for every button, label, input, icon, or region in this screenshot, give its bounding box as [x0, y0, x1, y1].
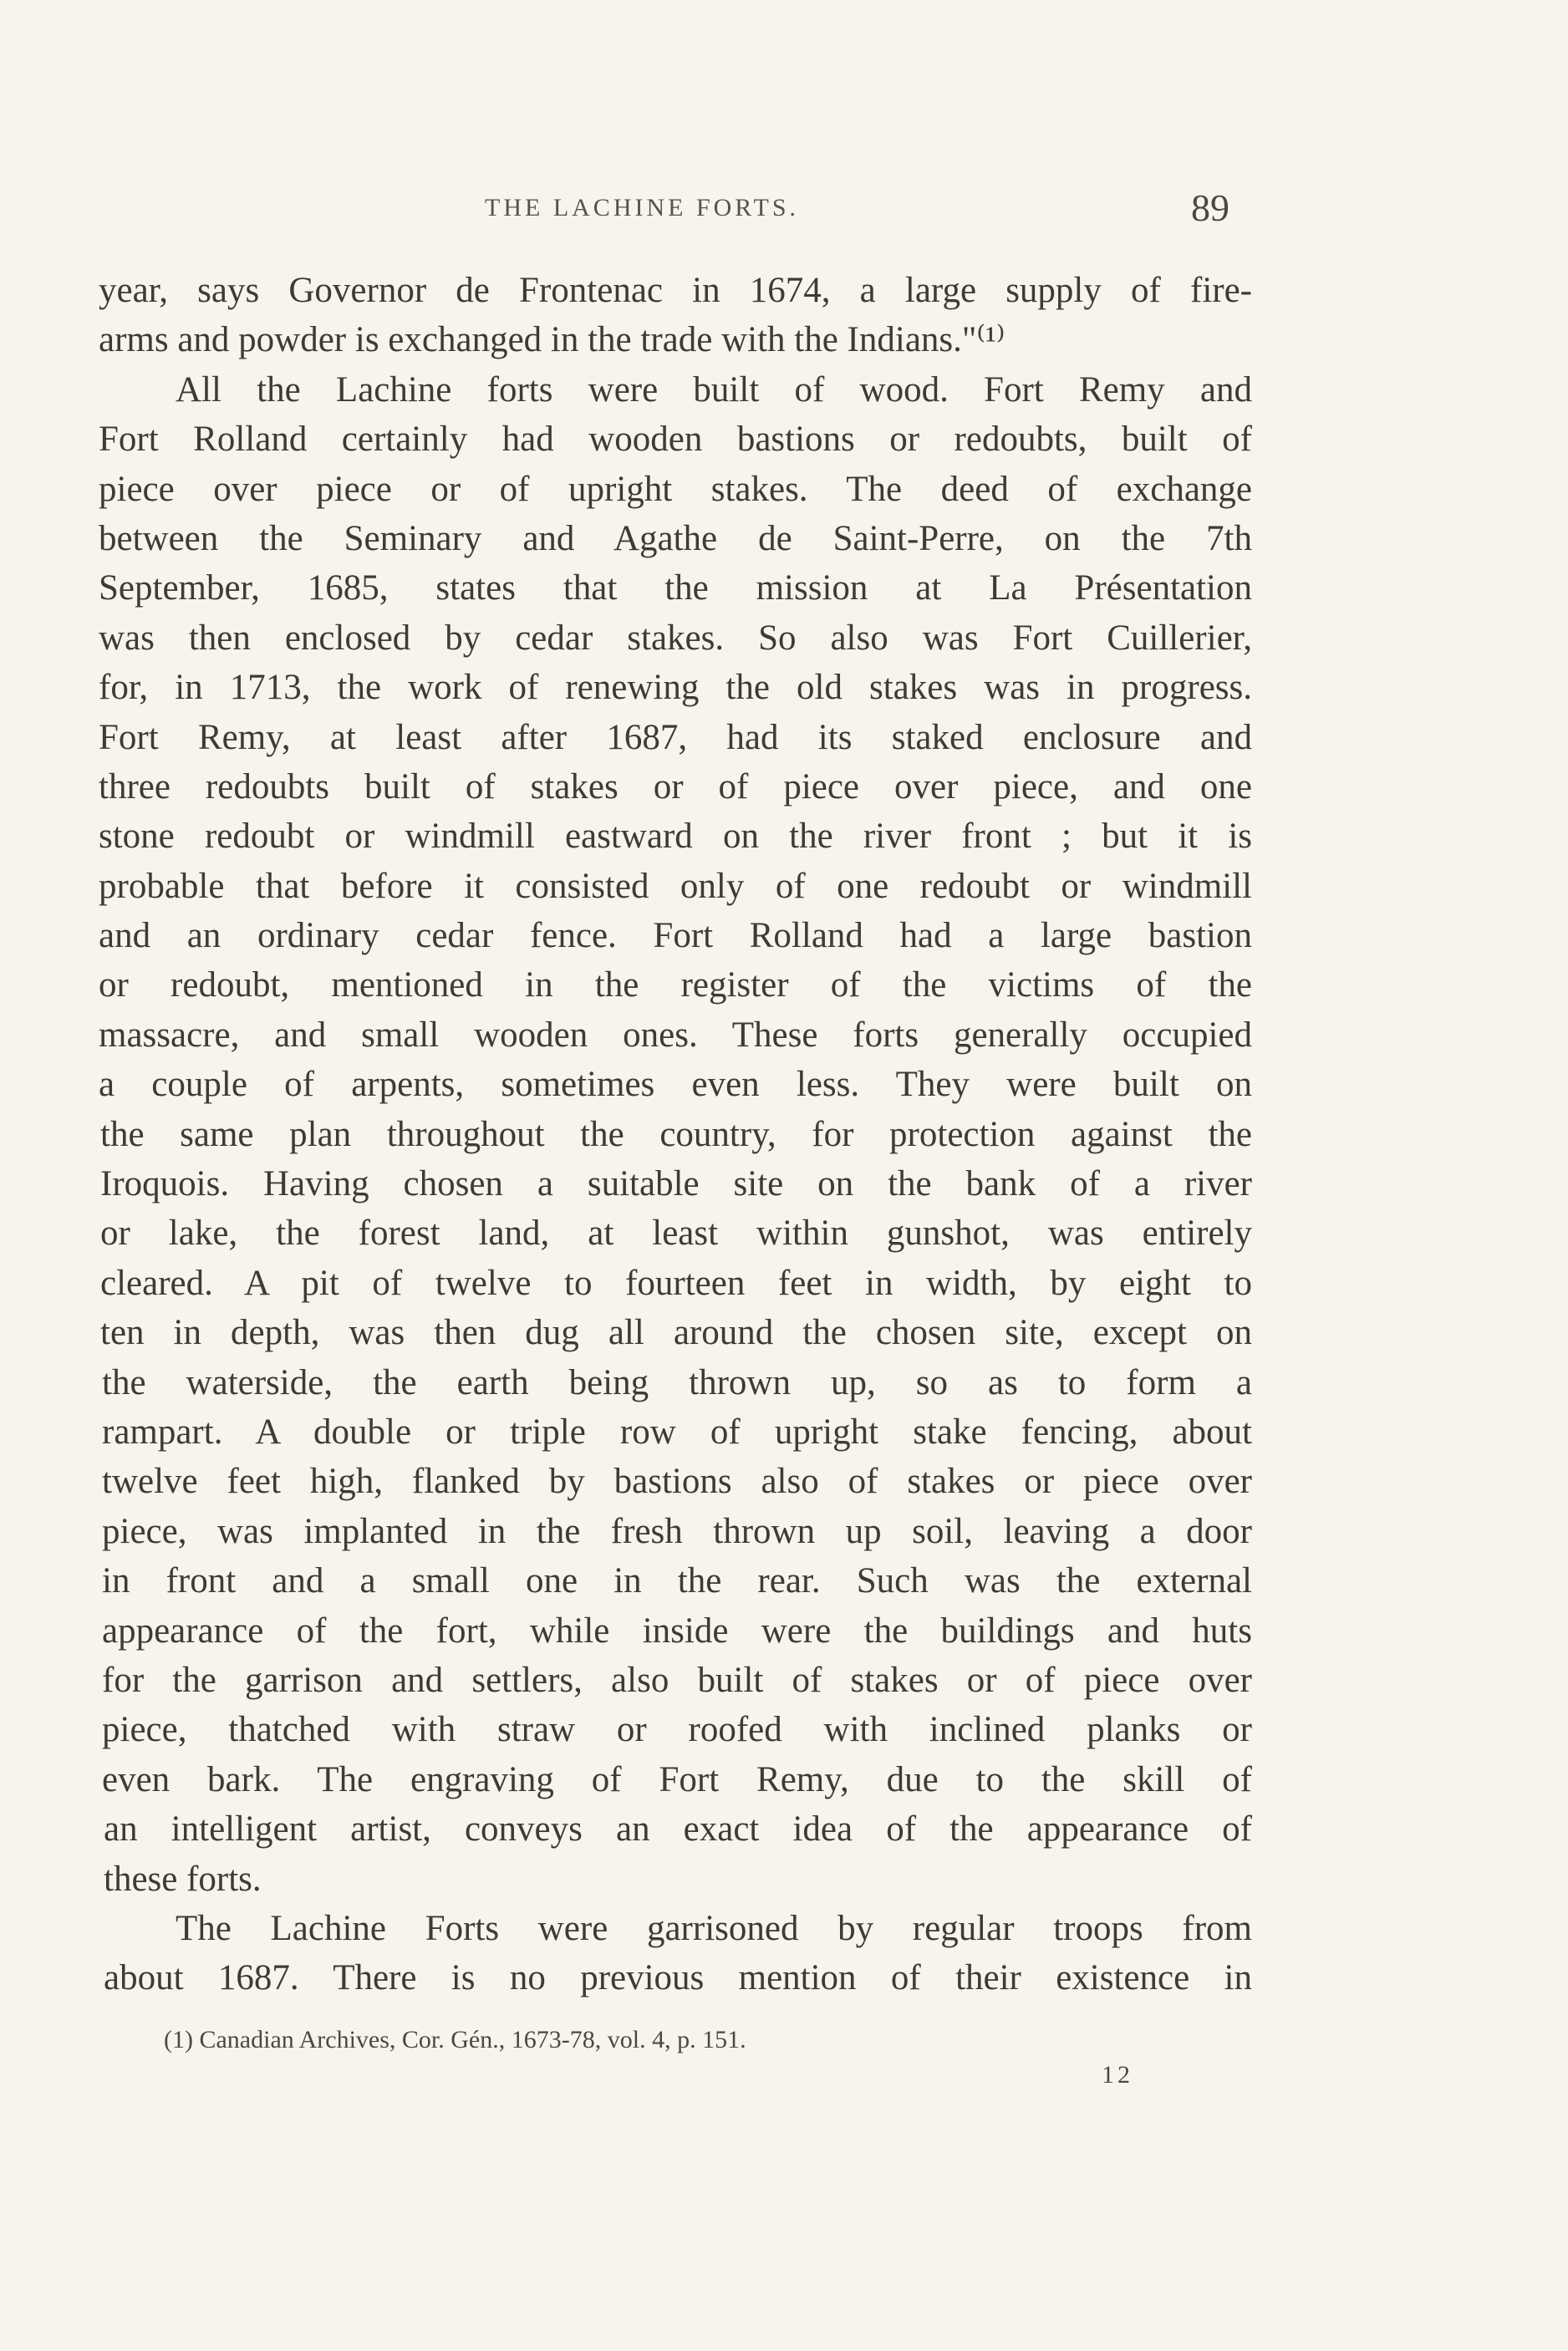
text-line: All the Lachine forts were built of wood. Fort Remy and	[176, 369, 1252, 410]
text-line: year, says Governor de Frontenac in 1674, a large supply of fire-	[99, 271, 1252, 310]
text-line: and an ordinary cedar fence. Fort Rolland had a large bastion	[99, 916, 1252, 956]
text-line: or redoubt, mentioned in the register of the victims of the	[99, 965, 1252, 1005]
text-line: an intelligent artist, conveys an exact idea of the appearance of	[104, 1809, 1252, 1850]
text-line: the waterside, the earth being thrown up, so as to form a	[102, 1362, 1252, 1402]
text-line: or lake, the forest land, at least within gunshot, was entirely	[100, 1214, 1252, 1254]
text-line: massacre, and small wooden ones. These forts generally occupied	[99, 1015, 1252, 1055]
text-line: for the garrison and settlers, also built of stakes or of piece over	[102, 1660, 1252, 1700]
text-line: Fort Rolland certainly had wooden bastions or redoubts, built of	[99, 420, 1252, 460]
text-line: rampart. A double or triple row of upright stake fencing, about	[102, 1412, 1252, 1452]
text-line: probable that before it consisted only of one redoubt or windmill	[99, 866, 1252, 906]
text-line: a couple of arpents, sometimes even less. They were built on	[99, 1065, 1252, 1105]
text-line: appearance of the fort, while inside were the buildings and huts	[102, 1611, 1252, 1651]
signature-mark: 12	[1102, 2061, 1133, 2089]
text-line: September, 1685, states that the mission at La Présentation	[99, 568, 1252, 608]
text-line: arms and powder is exchanged in the trade with the Indians."⁽¹⁾	[99, 320, 1005, 360]
text-line: the same plan throughout the country, for protection against the	[100, 1114, 1252, 1154]
text-line: for, in 1713, the work of renewing the old stakes was in progress.	[99, 668, 1252, 708]
text-line: Fort Remy, at least after 1687, had its staked enclosure and	[99, 717, 1252, 757]
text-line: piece, thatched with straw or roofed with inclined planks or	[102, 1710, 1252, 1750]
text-line: three redoubts built of stakes or of piece over piece, and one	[99, 766, 1252, 807]
text-line: piece, was implanted in the fresh thrown up soil, leaving a door	[102, 1511, 1252, 1551]
text-line: Iroquois. Having chosen a suitable site on the bank of a river	[100, 1164, 1252, 1204]
text-line: piece over piece or of upright stakes. The deed of exchange	[99, 469, 1252, 509]
text-line: about 1687. There is no previous mention of their existence in	[104, 1958, 1252, 1998]
footnote: (1) Canadian Archives, Cor. Gén., 1673-78, vol. 4, p. 151.	[164, 2026, 746, 2053]
text-line: twelve feet high, flanked by bastions also of stakes or piece over	[102, 1462, 1252, 1502]
text-line: was then enclosed by cedar stakes. So also was Fort Cuillerier,	[99, 618, 1252, 658]
text-line: these forts.	[104, 1859, 262, 1899]
text-line: even bark. The engraving of Fort Remy, due to the skill of	[102, 1759, 1252, 1799]
text-line: stone redoubt or windmill eastward on the river front ; but it is	[99, 817, 1252, 857]
running-head-title: THE LACHINE FORTS.	[485, 194, 800, 221]
body-text	[99, 266, 1252, 2003]
text-line: between the Seminary and Agathe de Saint-Perre, on the 7th	[99, 518, 1252, 558]
text-line: The Lachine Forts were garrisoned by regular troops from	[176, 1908, 1252, 1948]
text-line: in front and a small one in the rear. Such was the external	[102, 1561, 1252, 1601]
page-number: 89	[1191, 186, 1229, 229]
text-line: cleared. A pit of twelve to fourteen feet in width, by eight to	[100, 1263, 1252, 1303]
text-line: ten in depth, was then dug all around the chosen site, except on	[100, 1313, 1252, 1353]
